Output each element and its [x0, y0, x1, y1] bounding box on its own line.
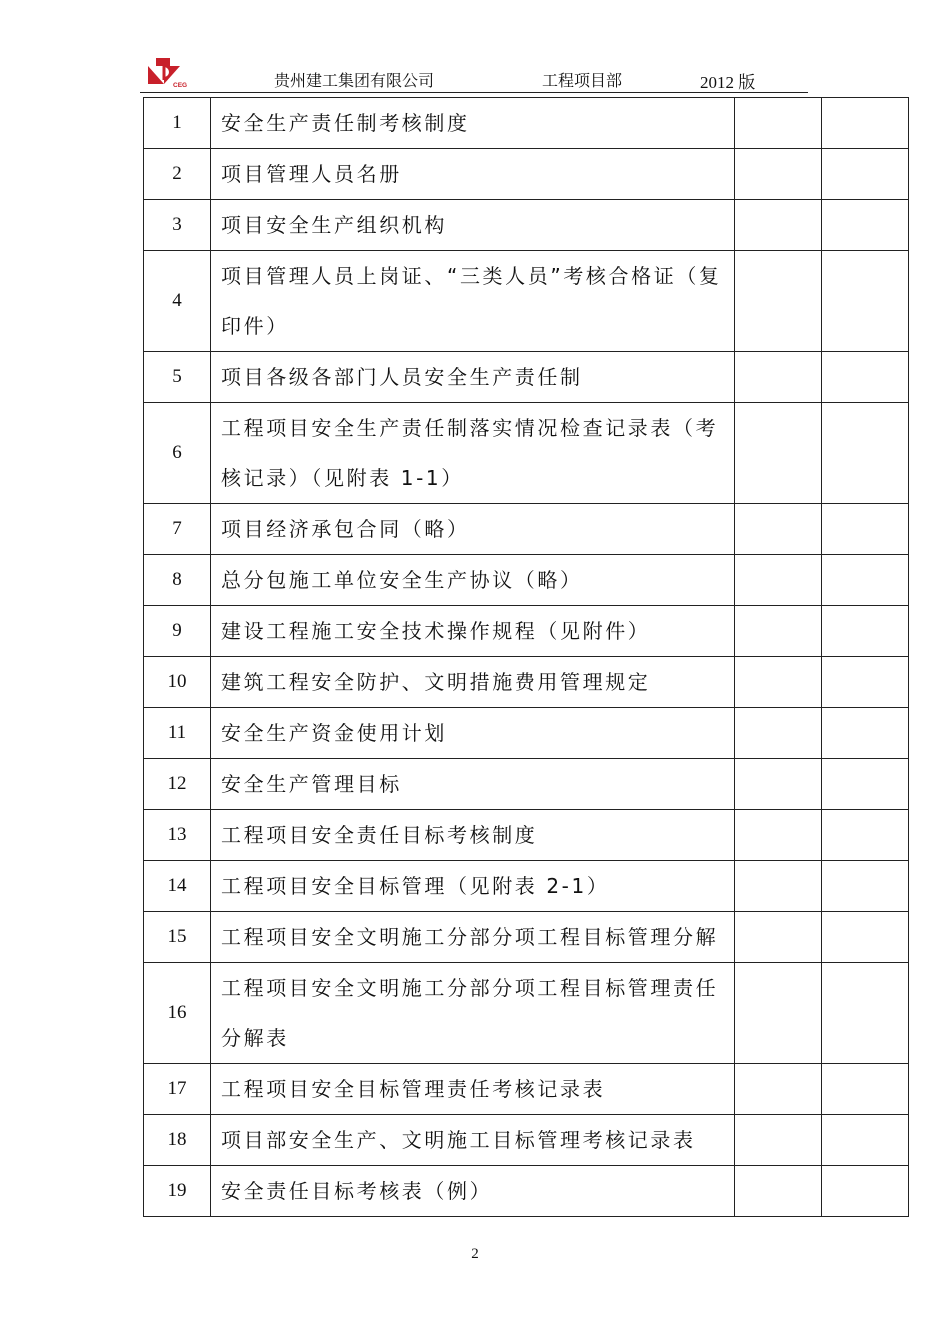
row-blank-cell	[822, 403, 909, 504]
table-row	[144, 149, 909, 200]
row-blank-cell	[822, 555, 909, 606]
row-title: 项目管理人员名册	[211, 149, 735, 200]
logo-text: CEG	[173, 82, 188, 89]
row-blank-cell	[735, 98, 822, 149]
row-title: 建筑工程安全防护、文明措施费用管理规定	[211, 657, 735, 708]
row-blank-cell	[735, 657, 822, 708]
row-blank-cell	[735, 1166, 822, 1217]
table-row	[144, 963, 909, 1064]
document-version: 2012 版	[700, 73, 756, 92]
row-number: 7	[144, 504, 211, 555]
row-title: 项目管理人员上岗证、“三类人员”考核合格证（复印件）	[211, 251, 735, 352]
row-blank-cell	[735, 403, 822, 504]
table-row	[144, 657, 909, 708]
table-row	[144, 200, 909, 251]
row-blank-cell	[822, 98, 909, 149]
row-blank-cell	[735, 963, 822, 1064]
row-title: 项目部安全生产、文明施工目标管理考核记录表	[211, 1115, 735, 1166]
company-name: 贵州建工集团有限公司	[274, 71, 435, 90]
row-number: 9	[144, 606, 211, 657]
row-blank-cell	[822, 963, 909, 1064]
row-title: 建设工程施工安全技术操作规程（见附件）	[211, 606, 735, 657]
table-row	[144, 98, 909, 149]
row-blank-cell	[735, 708, 822, 759]
row-blank-cell	[735, 352, 822, 403]
row-number: 12	[144, 759, 211, 810]
row-blank-cell	[822, 504, 909, 555]
row-number: 6	[144, 403, 211, 504]
row-blank-cell	[735, 759, 822, 810]
table-row	[144, 251, 909, 352]
table-row	[144, 1166, 909, 1217]
row-blank-cell	[822, 149, 909, 200]
row-blank-cell	[822, 1166, 909, 1217]
row-title: 安全生产管理目标	[211, 759, 735, 810]
table-row	[144, 810, 909, 861]
row-number: 19	[144, 1166, 211, 1217]
table-row	[144, 403, 909, 504]
page-number: 2	[471, 1246, 479, 1262]
row-title: 项目经济承包合同（略）	[211, 504, 735, 555]
row-blank-cell	[822, 606, 909, 657]
row-title: 安全生产责任制考核制度	[211, 98, 735, 149]
row-blank-cell	[822, 200, 909, 251]
row-blank-cell	[735, 200, 822, 251]
row-title: 工程项目安全目标管理（见附表 2-1）	[211, 861, 735, 912]
row-number: 13	[144, 810, 211, 861]
row-number: 5	[144, 352, 211, 403]
row-blank-cell	[822, 861, 909, 912]
row-title: 工程项目安全文明施工分部分项工程目标管理分解	[211, 912, 735, 963]
row-number: 8	[144, 555, 211, 606]
row-blank-cell	[822, 657, 909, 708]
row-blank-cell	[822, 810, 909, 861]
row-blank-cell	[735, 810, 822, 861]
row-title: 工程项目安全生产责任制落实情况检查记录表（考核记录）（见附表 1-1）	[211, 403, 735, 504]
row-blank-cell	[822, 759, 909, 810]
row-blank-cell	[735, 912, 822, 963]
row-blank-cell	[735, 504, 822, 555]
row-number: 3	[144, 200, 211, 251]
row-blank-cell	[735, 606, 822, 657]
table-row	[144, 912, 909, 963]
row-title: 工程项目安全责任目标考核制度	[211, 810, 735, 861]
table-row	[144, 1064, 909, 1115]
row-blank-cell	[735, 149, 822, 200]
table-row	[144, 861, 909, 912]
page-header	[140, 56, 808, 93]
row-blank-cell	[822, 352, 909, 403]
row-blank-cell	[822, 1115, 909, 1166]
row-blank-cell	[735, 1064, 822, 1115]
row-number: 15	[144, 912, 211, 963]
row-title: 总分包施工单位安全生产协议（略）	[211, 555, 735, 606]
row-number: 11	[144, 708, 211, 759]
row-number: 18	[144, 1115, 211, 1166]
table-row	[144, 352, 909, 403]
row-blank-cell	[735, 555, 822, 606]
row-number: 14	[144, 861, 211, 912]
row-blank-cell	[822, 251, 909, 352]
row-number: 17	[144, 1064, 211, 1115]
row-title: 工程项目安全文明施工分部分项工程目标管理责任分解表	[211, 963, 735, 1064]
row-title: 项目各级各部门人员安全生产责任制	[211, 352, 735, 403]
department-name: 工程项目部	[542, 71, 623, 90]
row-title: 项目安全生产组织机构	[211, 200, 735, 251]
row-blank-cell	[735, 861, 822, 912]
row-number: 4	[144, 251, 211, 352]
table-row	[144, 504, 909, 555]
row-blank-cell	[735, 251, 822, 352]
table-row	[144, 759, 909, 810]
row-title: 工程项目安全目标管理责任考核记录表	[211, 1064, 735, 1115]
row-blank-cell	[822, 1064, 909, 1115]
document-list-table	[143, 97, 909, 1217]
table-row	[144, 708, 909, 759]
row-blank-cell	[822, 708, 909, 759]
row-blank-cell	[822, 912, 909, 963]
row-number: 10	[144, 657, 211, 708]
row-title: 安全生产资金使用计划	[211, 708, 735, 759]
table-row	[144, 606, 909, 657]
row-number: 16	[144, 963, 211, 1064]
row-title: 安全责任目标考核表（例）	[211, 1166, 735, 1217]
row-number: 2	[144, 149, 211, 200]
table-row	[144, 1115, 909, 1166]
company-logo-icon	[140, 56, 190, 90]
row-number: 1	[144, 98, 211, 149]
row-blank-cell	[735, 1115, 822, 1166]
table-row	[144, 555, 909, 606]
